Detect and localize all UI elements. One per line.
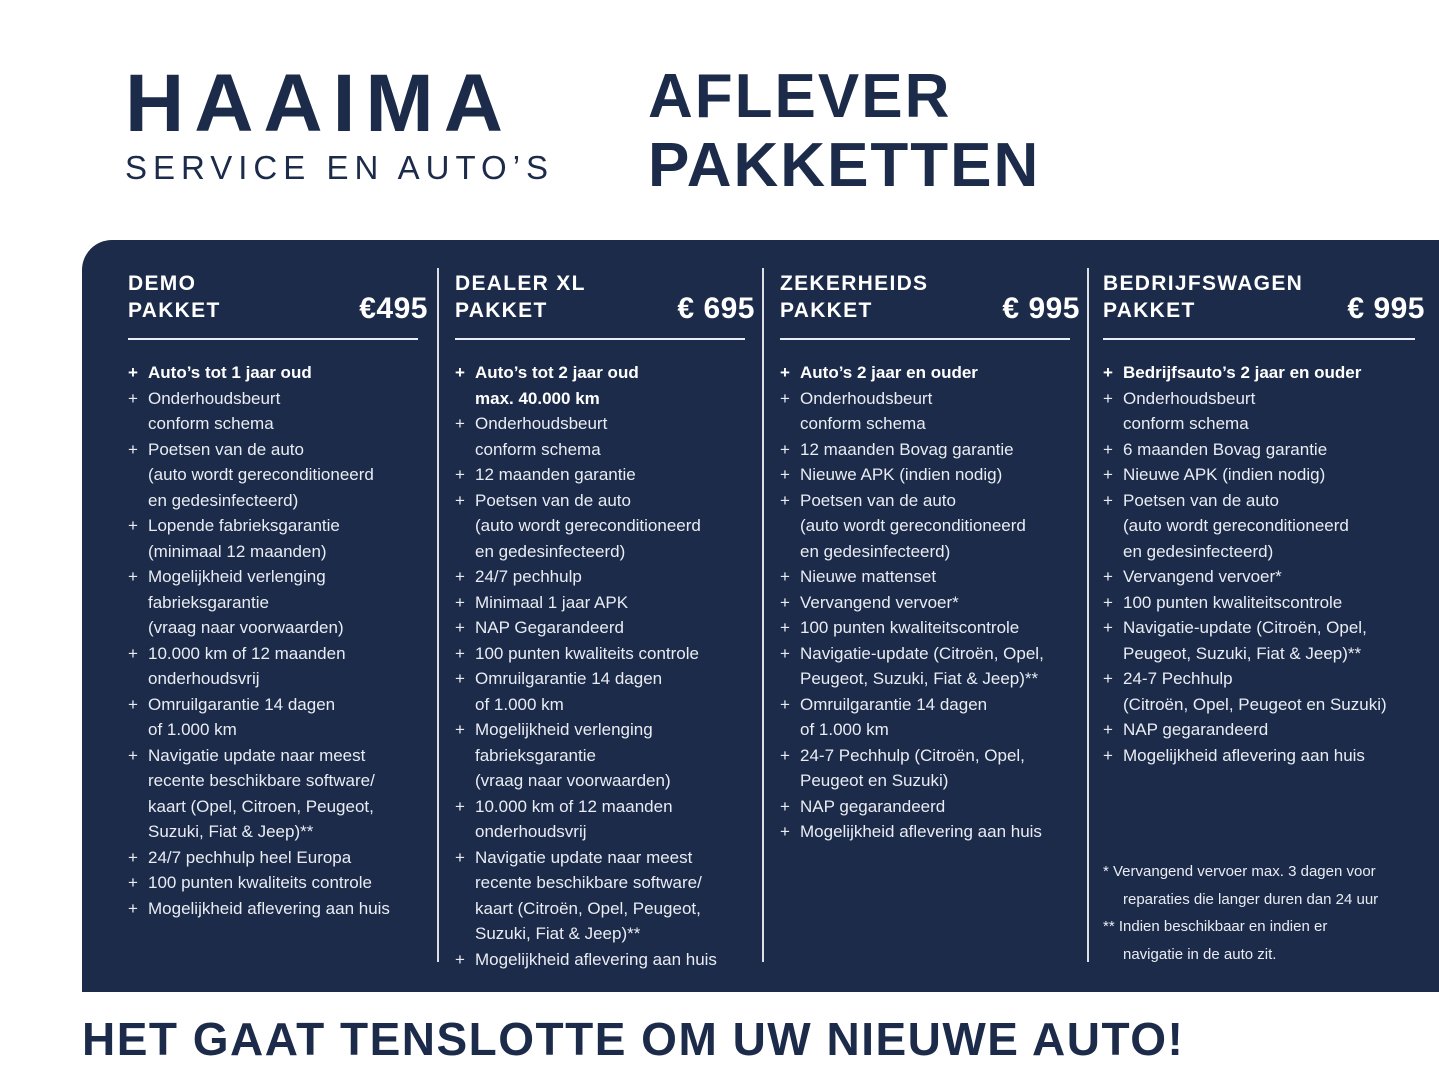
feature-line: 24/7 pechhulp — [475, 567, 582, 586]
feature-line: 12 maanden garantie — [475, 465, 636, 484]
plus-icon: + — [780, 592, 790, 612]
feature-line: en gedesinfecteerd) — [800, 541, 951, 561]
package-name-line2: PAKKET — [128, 299, 221, 322]
feature-line: (auto wordt gereconditioneerd — [1123, 516, 1349, 535]
brand-tagline: SERVICE EN AUTO’S — [125, 149, 555, 186]
footnote — [1103, 913, 1425, 968]
plus-icon: + — [780, 567, 790, 586]
feature-item — [1103, 437, 1425, 463]
column-divider — [1087, 268, 1089, 962]
feature-line: (auto wordt gereconditioneerd — [475, 516, 701, 535]
feature-list — [780, 360, 1080, 845]
plus-icon: + — [455, 643, 465, 663]
feature-line: (vraag naar voorwaarden) — [148, 618, 344, 637]
feature-item — [780, 641, 1080, 692]
plus-icon: + — [128, 516, 138, 535]
feature-line: conform schema — [800, 414, 926, 433]
feature-line: Navigatie-update (Citroën, Opel, — [1123, 618, 1367, 637]
feature-line: 100 punten kwaliteitscontrole — [800, 618, 1020, 637]
feature-line: 24-7 Pechhulp (Citroën, Opel, — [800, 745, 1025, 765]
package-price: € 695 — [677, 292, 755, 325]
feature-item — [780, 437, 1080, 463]
package-price: €495 — [359, 292, 428, 325]
package-name-line1: DEMO — [128, 272, 197, 295]
feature-line: (Citroën, Opel, Peugeot en Suzuki) — [1123, 694, 1387, 714]
plus-icon: + — [1103, 363, 1113, 382]
plus-icon: + — [1103, 720, 1113, 739]
feature-line: of 1.000 km — [148, 720, 237, 739]
package-price: € 995 — [1002, 292, 1080, 325]
plus-icon: + — [1103, 490, 1113, 510]
package-column — [1103, 270, 1425, 968]
feature-item — [128, 437, 428, 514]
feature-item — [1103, 590, 1425, 616]
feature-item — [780, 564, 1080, 590]
feature-item — [128, 896, 428, 922]
feature-item — [780, 488, 1080, 565]
feature-line: Mogelijkheid aflevering aan huis — [475, 949, 717, 969]
feature-line: Vervangend vervoer* — [800, 592, 959, 612]
plus-icon: + — [780, 694, 790, 714]
plus-icon: + — [455, 592, 465, 612]
feature-line: conform schema — [148, 414, 274, 433]
feature-line: Nieuwe mattenset — [800, 567, 937, 586]
feature-item — [780, 692, 1080, 743]
feature-item — [128, 564, 428, 641]
plus-icon: + — [128, 567, 138, 586]
feature-line: Nieuwe APK (indien nodig) — [1123, 465, 1326, 484]
feature-item — [1103, 360, 1425, 386]
feature-line: Omruilgarantie 14 dagen — [475, 669, 663, 688]
package-name — [1103, 270, 1303, 324]
feature-item — [1103, 666, 1425, 717]
plus-icon: + — [780, 745, 790, 765]
plus-icon: + — [780, 490, 790, 510]
feature-line: Peugeot en Suzuki) — [800, 771, 949, 790]
slogan: HET GAAT TENSLOTTE OM UW NIEUWE AUTO! — [82, 1013, 1185, 1065]
feature-item — [128, 845, 428, 871]
feature-item — [455, 462, 755, 488]
feature-line: Onderhoudsbeurt — [475, 414, 608, 433]
feature-line: 10.000 km of 12 maanden — [475, 796, 673, 816]
plus-icon: + — [780, 388, 790, 408]
feature-line: Minimaal 1 jaar APK — [475, 592, 629, 612]
feature-item — [128, 641, 428, 692]
plus-icon: + — [1103, 465, 1113, 484]
feature-line: Suzuki, Fiat & Jeep)** — [475, 924, 641, 943]
footnote-line: ** Indien beschikbaar en indien er — [1103, 918, 1328, 935]
plus-icon: + — [455, 567, 465, 586]
feature-line: Navigatie-update (Citroën, Opel, — [800, 643, 1044, 663]
feature-item — [455, 615, 755, 641]
feature-line: Navigatie update naar meest — [148, 745, 366, 765]
package-price: € 995 — [1347, 292, 1425, 325]
feature-item — [455, 794, 755, 845]
feature-line: 6 maanden Bovag garantie — [1123, 439, 1328, 459]
feature-item — [1103, 717, 1425, 743]
feature-item — [780, 360, 1080, 386]
plus-icon: + — [1103, 669, 1113, 688]
feature-line: NAP Gegarandeerd — [475, 618, 625, 637]
package-column — [455, 270, 755, 972]
feature-line: 24/7 pechhulp heel Europa — [148, 847, 352, 867]
plus-icon: + — [128, 363, 138, 382]
feature-item — [128, 692, 428, 743]
feature-line: Poetsen van de auto — [475, 490, 631, 510]
plus-icon: + — [455, 618, 465, 637]
package-column — [780, 270, 1080, 845]
footnote-line: * Vervangend vervoer max. 3 dagen voor — [1103, 863, 1376, 880]
feature-line: fabrieksgarantie — [148, 592, 269, 612]
footnotes — [1103, 858, 1425, 968]
feature-line: Onderhoudsbeurt — [1123, 388, 1256, 408]
feature-item — [780, 386, 1080, 437]
feature-item — [780, 794, 1080, 820]
package-column — [128, 270, 428, 921]
feature-item — [1103, 743, 1425, 769]
package-name-line1: BEDRIJFSWAGEN — [1103, 272, 1304, 295]
header-rule — [780, 338, 1070, 340]
feature-item — [455, 590, 755, 616]
feature-line: Vervangend vervoer* — [1123, 567, 1282, 586]
feature-line: Auto’s tot 2 jaar oud — [475, 363, 639, 382]
package-name-line1: DEALER XL — [455, 272, 586, 295]
package-name-line2: PAKKET — [455, 299, 548, 322]
plus-icon: + — [128, 388, 138, 408]
feature-line: recente beschikbare software/ — [148, 771, 375, 790]
feature-line: en gedesinfecteerd) — [148, 490, 299, 510]
plus-icon: + — [455, 847, 465, 867]
feature-line: Mogelijkheid aflevering aan huis — [800, 822, 1042, 841]
feature-line: kaart (Opel, Citroen, Peugeot, — [148, 796, 374, 816]
feature-line: Auto’s tot 1 jaar oud — [148, 363, 312, 382]
feature-line: Nieuwe APK (indien nodig) — [800, 465, 1003, 484]
feature-item — [780, 615, 1080, 641]
plus-icon: + — [455, 490, 465, 510]
package-name — [780, 270, 928, 324]
feature-line: 100 punten kwaliteitscontrole — [1123, 592, 1343, 612]
feature-item — [1103, 564, 1425, 590]
feature-line: Mogelijkheid verlenging — [475, 720, 653, 739]
package-header — [780, 270, 1080, 324]
feature-item — [455, 488, 755, 565]
plus-icon: + — [128, 898, 138, 918]
feature-item — [128, 386, 428, 437]
feature-line: 10.000 km of 12 maanden — [148, 643, 346, 663]
feature-line: Poetsen van de auto — [148, 439, 304, 459]
feature-item — [780, 590, 1080, 616]
page-title — [648, 62, 1040, 200]
feature-item — [1103, 615, 1425, 666]
feature-line: Peugeot, Suzuki, Fiat & Jeep)** — [800, 669, 1039, 688]
plus-icon: + — [1103, 439, 1113, 459]
plus-icon: + — [128, 694, 138, 714]
feature-item — [128, 360, 428, 386]
feature-item — [780, 819, 1080, 845]
feature-line: Lopende fabrieksgarantie — [148, 516, 340, 535]
header-rule — [455, 338, 745, 340]
feature-line: Poetsen van de auto — [1123, 490, 1279, 510]
package-name — [455, 270, 586, 324]
feature-line: 24-7 Pechhulp — [1123, 669, 1233, 688]
feature-list — [128, 360, 428, 921]
plus-icon: + — [455, 669, 465, 688]
feature-line: conform schema — [475, 439, 601, 459]
feature-item — [455, 360, 755, 411]
plus-icon: + — [128, 643, 138, 663]
feature-item — [780, 462, 1080, 488]
plus-icon: + — [780, 439, 790, 459]
plus-icon: + — [1103, 745, 1113, 765]
feature-line: (minimaal 12 maanden) — [148, 541, 327, 561]
feature-line: (vraag naar voorwaarden) — [475, 771, 671, 790]
brand-name: HAAIMA — [125, 58, 513, 149]
plus-icon: + — [128, 873, 138, 892]
feature-line: Poetsen van de auto — [800, 490, 956, 510]
plus-icon: + — [780, 643, 790, 663]
feature-list — [455, 360, 755, 972]
plus-icon: + — [780, 363, 790, 382]
plus-icon: + — [455, 796, 465, 816]
feature-line: Peugeot, Suzuki, Fiat & Jeep)** — [1123, 643, 1362, 663]
feature-line: en gedesinfecteerd) — [1123, 541, 1274, 561]
feature-line: kaart (Citroën, Opel, Peugeot, — [475, 898, 701, 918]
feature-item — [128, 513, 428, 564]
header-rule — [128, 338, 418, 340]
plus-icon: + — [780, 796, 790, 816]
feature-line: Mogelijkheid aflevering aan huis — [1123, 745, 1365, 765]
feature-line: en gedesinfecteerd) — [475, 541, 626, 561]
feature-line: onderhoudsvrij — [475, 822, 587, 841]
plus-icon: + — [1103, 592, 1113, 612]
page-title-line1: AFLEVER — [648, 62, 952, 131]
feature-item — [455, 641, 755, 667]
feature-line: Omruilgarantie 14 dagen — [148, 694, 336, 714]
feature-line: Bedrijfsauto’s 2 jaar en ouder — [1123, 363, 1362, 382]
package-name — [128, 270, 221, 324]
footnote — [1103, 858, 1425, 913]
feature-item — [1103, 386, 1425, 437]
feature-item — [455, 717, 755, 794]
feature-item — [128, 870, 428, 896]
feature-line: Suzuki, Fiat & Jeep)** — [148, 822, 314, 841]
feature-line: (auto wordt gereconditioneerd — [800, 516, 1026, 535]
feature-line: of 1.000 km — [475, 694, 564, 714]
feature-line: of 1.000 km — [800, 720, 889, 739]
plus-icon: + — [780, 618, 790, 637]
feature-item — [455, 411, 755, 462]
page-title-line2: PAKKETTEN — [648, 131, 1041, 200]
plus-icon: + — [455, 465, 465, 484]
feature-line: 100 punten kwaliteits controle — [475, 643, 699, 663]
feature-line: Mogelijkheid verlenging — [148, 567, 326, 586]
feature-item — [1103, 462, 1425, 488]
feature-item — [780, 743, 1080, 794]
column-divider — [762, 268, 764, 962]
feature-item — [128, 743, 428, 845]
plus-icon: + — [1103, 618, 1113, 637]
package-name-line2: PAKKET — [1103, 299, 1196, 322]
packages-panel — [82, 240, 1439, 992]
plus-icon: + — [128, 847, 138, 867]
feature-line: Auto’s 2 jaar en ouder — [800, 363, 978, 382]
feature-line: conform schema — [1123, 414, 1249, 433]
feature-item — [1103, 488, 1425, 565]
footnote-line: navigatie in de auto zit. — [1123, 945, 1277, 963]
feature-item — [455, 564, 755, 590]
plus-icon: + — [455, 363, 465, 382]
feature-list — [1103, 360, 1425, 768]
package-header — [128, 270, 428, 324]
feature-item — [455, 666, 755, 717]
feature-line: Mogelijkheid aflevering aan huis — [148, 898, 390, 918]
feature-line: NAP gegarandeerd — [800, 796, 946, 816]
plus-icon: + — [455, 414, 465, 433]
header-rule — [1103, 338, 1415, 340]
feature-item — [455, 845, 755, 947]
plus-icon: + — [128, 439, 138, 459]
footnote-line: reparaties die langer duren dan 24 uur — [1123, 890, 1379, 908]
column-divider — [437, 268, 439, 962]
plus-icon: + — [455, 720, 465, 739]
feature-line: NAP gegarandeerd — [1123, 720, 1269, 739]
feature-line: onderhoudsvrij — [148, 669, 260, 688]
feature-line: fabrieksgarantie — [475, 745, 596, 765]
plus-icon: + — [128, 745, 138, 765]
feature-line: Omruilgarantie 14 dagen — [800, 694, 988, 714]
plus-icon: + — [780, 465, 790, 484]
feature-line: recente beschikbare software/ — [475, 873, 702, 892]
feature-line: 100 punten kwaliteits controle — [148, 873, 372, 892]
feature-line: Onderhoudsbeurt — [148, 388, 281, 408]
plus-icon: + — [1103, 388, 1113, 408]
feature-line: 12 maanden Bovag garantie — [800, 439, 1014, 459]
package-header — [455, 270, 755, 324]
feature-line: max. 40.000 km — [475, 388, 600, 408]
plus-icon: + — [455, 949, 465, 969]
plus-icon: + — [1103, 567, 1113, 586]
package-header — [1103, 270, 1425, 324]
feature-line: (auto wordt gereconditioneerd — [148, 465, 374, 484]
feature-line: Onderhoudsbeurt — [800, 388, 933, 408]
brand-logo — [125, 58, 555, 188]
package-name-line1: ZEKERHEIDS — [780, 272, 929, 295]
package-name-line2: PAKKET — [780, 299, 873, 322]
feature-line: Navigatie update naar meest — [475, 847, 693, 867]
feature-item — [455, 947, 755, 973]
plus-icon: + — [780, 822, 790, 841]
